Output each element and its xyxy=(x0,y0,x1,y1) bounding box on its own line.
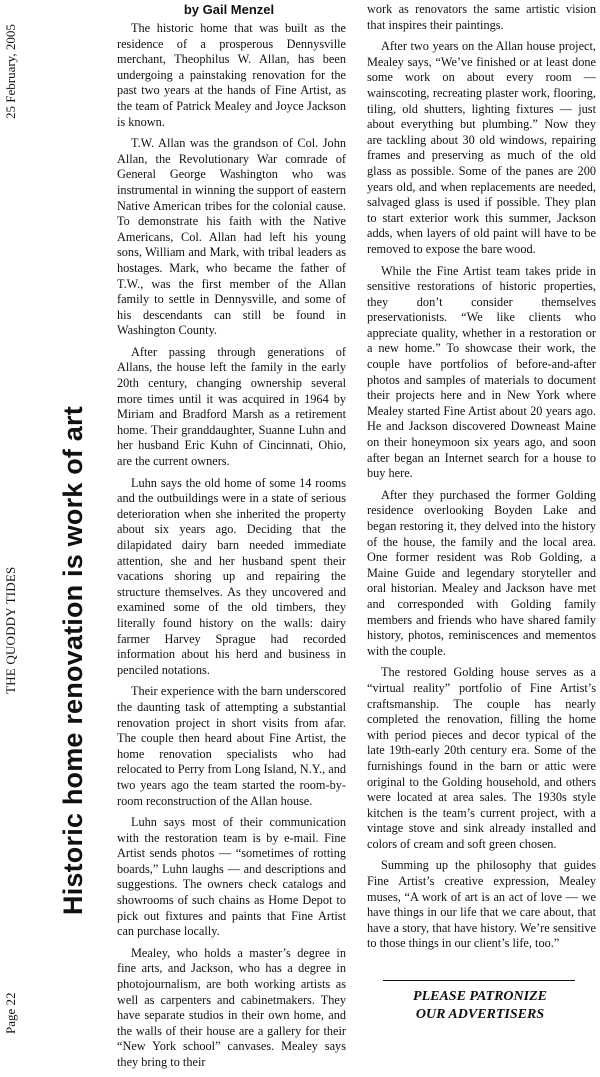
paragraph: After passing through generations of Allans, the house left the family in the early 20th century, changing ownership several more times until it was acquired in 1964 by Miriam and Bradford Marsh as a retirement home. Their granddaughter, Suanne Luhn and her husband Eric Kuhn of Cincinnati, Ohio, are the current owners. xyxy=(117,344,346,469)
article-headline: Historic home renovation is work of art xyxy=(58,406,88,915)
advertiser-notice-line: OUR ADVERTISERS xyxy=(415,1007,545,1022)
article-column-right xyxy=(367,2,596,958)
divider xyxy=(383,980,575,981)
paragraph: Luhn says most of their communication with the restoration team is by e-mail. Fine Artist sends photos — “sometimes of rotting boards,” Luhn laughs — and descriptions and suggestions. The owners check catalogs and showrooms of such chains as Home Depot to pick out fixtures and paints that Fine Artist can purchase locally. xyxy=(117,815,346,939)
advertiser-notice-line: PLEASE PATRONIZE xyxy=(413,989,547,1004)
paragraph: The historic home that was built as the residence of a prosperous Dennysville merchant, Theophilus W. Allan, has been undergoing a painstaking renovation for the past two years at the hands of Fine Artist, as the team of Patrick Mealey and Joyce Jackson is known. xyxy=(117,21,346,129)
paragraph: work as renovators the same artistic vision that inspires their paintings. xyxy=(367,2,596,32)
byline: by Gail Menzel xyxy=(183,2,275,17)
running-head xyxy=(3,24,19,1034)
paragraph: Their experience with the barn underscored the daunting task of attempting a substantial renovation project in short visits from afar. The couple then heard about Fine Artist, the home renovation specialists who had relocated to Perry from Long Island, N.Y., and two years ago the team started the room-by-room reconstruction of the Allan house. xyxy=(117,684,346,808)
paragraph: Mealey, who holds a master’s degree in fine arts, and Jackson, who has a degree in photojournalism, are both working artists as well as carpenters and cabinetmakers. They have separate studios in their own home, and the walls of their house are a gallery for their “New York school” canvases. Mealey says they bring to their xyxy=(117,945,346,1069)
publication-name: THE QUODDY TIDES xyxy=(3,566,18,694)
advertiser-notice xyxy=(375,988,585,1024)
paragraph: The restored Golding house serves as a “virtual reality” portfolio of Fine Artist’s craftsmanship. The couple has nearly completed the renovation, filling the home with period pieces and decor typical of the late 19th-early 20th century era. Some of the furnishings found in the barn or attic were original to the Golding household, and others were located at area sales. The 1930s style kitchen is the team’s current project, with a vintage stove and sink already installed and colors of cream and soft green chosen. xyxy=(367,665,596,851)
paragraph: Summing up the philosophy that guides Fine Artist’s creative expression, Mealey muses, “A work of art is an act of love — we have things in our life that we care about, that have a story, that have history. We’re sensitive to those things in our client’s life, too.” xyxy=(367,858,596,951)
paragraph: After two years on the Allan house project, Mealey says, “We’ve finished or at least done some work on about every room — wainscoting, recreating plaster work, flooring, tiling, old shutters, lighting fixtures — just about everything but plumbing.” Now they are tackling about 30 old windows, repairing frames and preserving as much of the old glass as possible. Some of the panes are 200 years old, and when replacements are needed, salvaged glass is used if possible. They plan to start exterior work this summer, Jackson adds, when layers of old paint will have to be removed to expose the bare wood. xyxy=(367,39,596,256)
paragraph: T.W. Allan was the grandson of Col. John Allan, the Revolutionary War comrade of General George Washington who was instrumental in winning the support of eastern Native American tribes for the colonial cause. To demonstrate his faith with the Native Americans, Col. Allan had left his young sons, William and Mark, with tribal leaders as hostages. Mark, who became the father of T.W., was the first member of the Allan family to settle in Dennysville, and some of his descendants can still be found in Washington County. xyxy=(117,136,346,338)
paragraph: After they purchased the former Golding residence overlooking Boyden Lake and began restoring it, they delved into the history of the house, the family and the local area. One former resident was Rob Golding, a Maine Guide and legendary storyteller and oral historian. Mealey and Jackson have met and corresponded with Golding family members and friends who have shared family history, photos, reminiscences and mementos with the couple. xyxy=(367,487,596,658)
article-column-left xyxy=(117,21,346,1077)
page-number: Page 22 xyxy=(3,992,18,1034)
paragraph: While the Fine Artist team takes pride in sensitive restorations of historic properties, they don’t consider themselves preservationists. “We like clients who appreciate quality, whether in a restoration or a new home.” To showcase their work, the couple have portfolios of before-and-after photos and samples of materials to document their projects here and in New York where Mealey started Fine Artist about 20 years ago. He and Jackson discovered Downeast Maine on their honeymoon six years ago, and soon after began an Internet search for a house to buy here. xyxy=(367,263,596,481)
issue-date: 25 February, 2005 xyxy=(3,24,18,119)
paragraph: Luhn says the old home of some 14 rooms and the outbuildings were in a state of serious deterioration when she inherited the property about six years ago. Deciding that the dilapidated dairy barn needed immediate attention, she and her husband spent their vacations shoring up and repairing the structure themselves. As they uncovered and examined some of the old timbers, they literally found history on the walls: dairy farmer Harvey Sprague had recorded information about his herd and business in penciled notations. xyxy=(117,475,346,677)
